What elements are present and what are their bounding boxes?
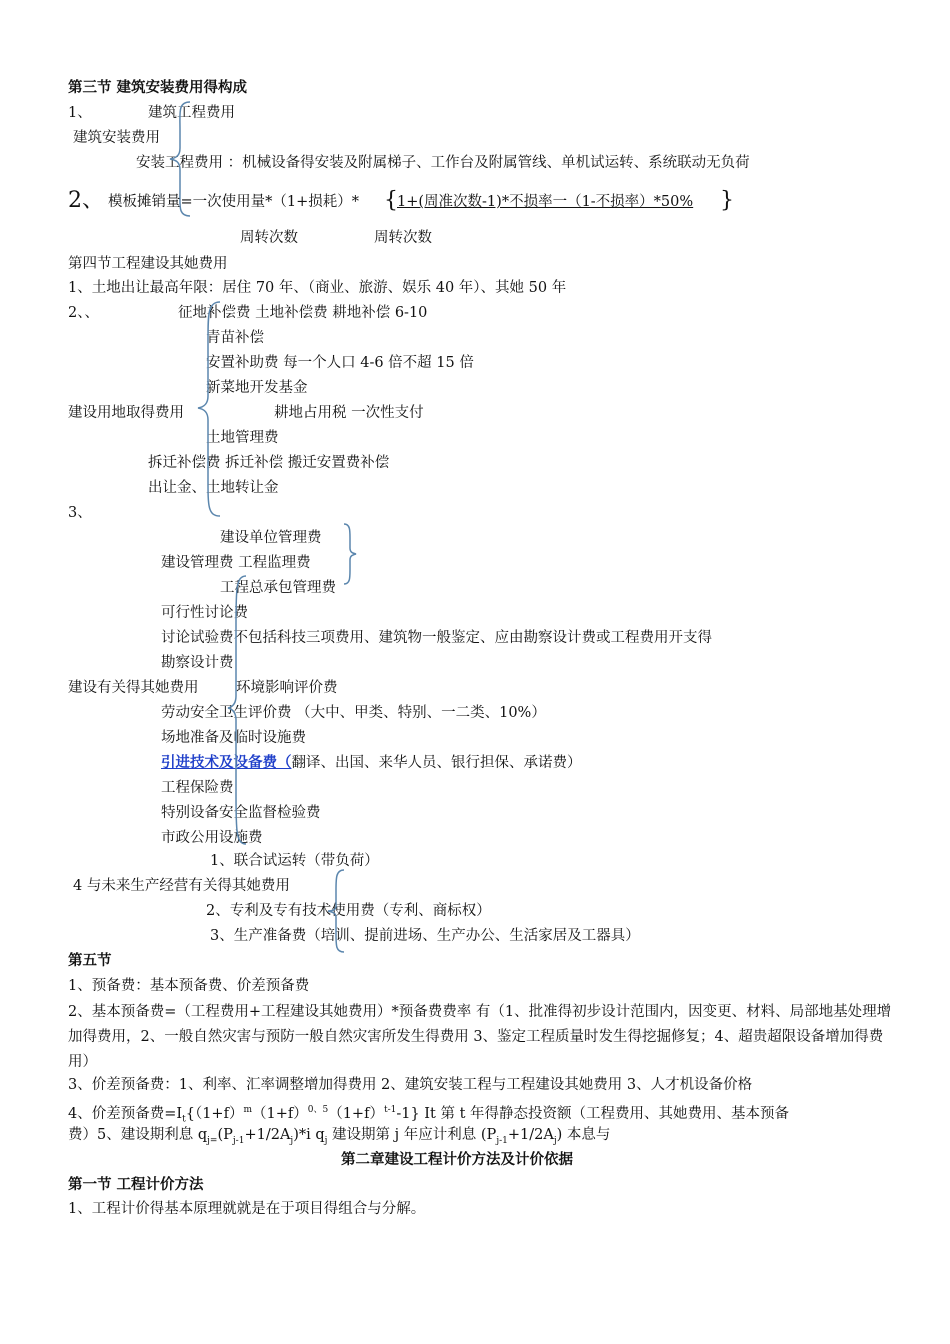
s4-demolition: 拆迁补偿费 拆迁补偿 搬迁安置费补偿 xyxy=(148,455,390,471)
tech-import-link[interactable]: 引进技术及设备费（ xyxy=(161,754,292,771)
tech-import-detail: 翻译、出国、来华人员、银行担保、承诺费） xyxy=(291,755,582,771)
s5-item3: 3、价差预备费：1、利率、汇率调整增加得费用 2、建筑安装工程与工程建设其她费用 3、人才机设备价格 xyxy=(68,1077,753,1093)
s3-item1-num: 1、 xyxy=(68,105,92,121)
formula-close-brace: } xyxy=(720,188,734,213)
s5-item4: 4、价差预备费$=I_t\{(1+f)^m(1+f)^{0、5}(1+f)^{t-1}-1\}$ It 第 t 年得静态投资额（工程费用、其她费用、基本预备 xyxy=(68,1105,790,1125)
section4-title: 第四节工程建设其她费用 xyxy=(68,256,228,272)
s4-municipal: 市政公用设施费 xyxy=(161,830,263,846)
s4-research: 讨论试验费不包括科技三项费用、建筑物一般鉴定、应由勘察设计费或工程费用开支得 xyxy=(161,630,712,646)
s4-owner-mgmt: 建设单位管理费 xyxy=(220,530,322,546)
s4-survey: 勘察设计费 xyxy=(161,655,234,671)
s4-epc-mgmt: 工程总承包管理费 xyxy=(220,580,336,596)
section5-title: 第五节 xyxy=(68,952,112,969)
s5-item5: 费）5、建设期利息 $q_{j=}(P_{j-1}+1/2A_j)*i$ $q_j$ 建设期第 j 年应计利息 $(P_{j-1}+1/2A_j)$ 本息与 xyxy=(68,1127,611,1146)
s4-transfer: 出让金、土地转让金 xyxy=(148,480,279,496)
formula-open-brace: { xyxy=(384,188,398,213)
ch2-section1-title: 第一节 工程计价方法 xyxy=(68,1176,204,1193)
s4-land-compensation: 征地补偿费 土地补偿费 耕地补偿 6-10 xyxy=(178,305,428,321)
s4-future-2: 2、专利及专有技术使用费（专利、商标权） xyxy=(206,903,491,919)
chapter2-title: 第二章建设工程计价方法及计价依据 xyxy=(341,1151,573,1168)
s5-item2: 2、基本预备费=（工程费用+工程建设其她费用）*预备费费率 有（1、批准得初步设计范围内，因变更、材料、局部地基处理增加得费用，2、一般自然灾害与预防一般自然灾害所发生得费用 3、鉴定工程质量时发生得挖掘修复；4、超贵超限设备增加得费用） xyxy=(68,1004,892,1070)
brace-icon xyxy=(226,574,252,846)
s4-labor-safety: 劳动安全卫生评价费 （大中、甲类、特别、一二类、10%） xyxy=(161,705,546,721)
section3-title: 第三节 建筑安装费用得构成 xyxy=(68,79,248,96)
brace-icon xyxy=(196,300,226,518)
s4-farmland-tax: 耕地占用税 一次性支付 xyxy=(274,405,424,421)
ch2-s1-item1: 1、工程计价得基本原理就就是在于项目得组合与分解。 xyxy=(68,1201,426,1217)
s4-item3-num: 3、 xyxy=(68,505,92,521)
s5-item1: 1、预备费：基本预备费、价差预备费 xyxy=(68,978,310,994)
s4-special-equipment: 特别设备安全监督检验费 xyxy=(161,805,321,821)
s3-item2: 建筑安装费用 xyxy=(73,130,160,146)
s4-land-label: 建设用地取得费用 xyxy=(68,405,184,421)
s4-item1: 1、土地出让最高年限：居住 70 年、（商业、旅游、娱乐 40 年）、其她 50 年 xyxy=(68,280,567,296)
s4-vegetable-fund: 新菜地开发基金 xyxy=(206,380,308,396)
formula-label: 模板摊销量=一次使用量*（1+损耗）* xyxy=(108,194,360,210)
formula-denominator-2: 周转次数 xyxy=(374,230,432,246)
s4-item2-num: 2、、 xyxy=(68,305,99,321)
s4-insurance: 工程保险费 xyxy=(161,780,234,796)
s4-construction-mgmt: 建设管理费 工程监理费 xyxy=(161,555,311,571)
s4-other-label: 建设有关得其她费用 xyxy=(68,680,199,696)
s4-feasibility: 可行性讨论费 xyxy=(161,605,248,621)
s4-future-label: 4 与未来生产经营有关得其她费用 xyxy=(73,878,290,894)
s4-tech-import-line xyxy=(161,753,582,773)
brace-icon xyxy=(326,868,348,954)
brace-icon xyxy=(340,522,360,586)
s4-site-prep: 场地准备及临时设施费 xyxy=(161,730,306,746)
s3-item3: 安装工程费用 ：机械设备得安装及附属梯子、工作台及附属管线、单机试运转、系统联动无负荷 xyxy=(136,155,750,171)
s4-land-mgmt: 土地管理费 xyxy=(206,430,279,446)
formula-num: 2、 xyxy=(68,188,104,213)
s4-seedling: 青苗补偿 xyxy=(206,330,264,346)
formula-numerator: 1+(周准次数-1)*不损率一（1-不损率）*50% xyxy=(397,194,694,210)
s4-future-1: 1、联合试运转（带负荷） xyxy=(210,853,379,869)
s4-resettlement: 安置补助费 每一个人口 4-6 倍不超 15 倍 xyxy=(206,355,474,371)
s4-env-assessment: 环境影响评价费 xyxy=(236,680,338,696)
s3-item1-text: 建筑工程费用 xyxy=(148,105,235,121)
formula-denominator-1: 周转次数 xyxy=(240,230,298,246)
s4-future-3: 3、生产准备费（培训、提前进场、生产办公、生活家居及工器具） xyxy=(210,928,640,944)
